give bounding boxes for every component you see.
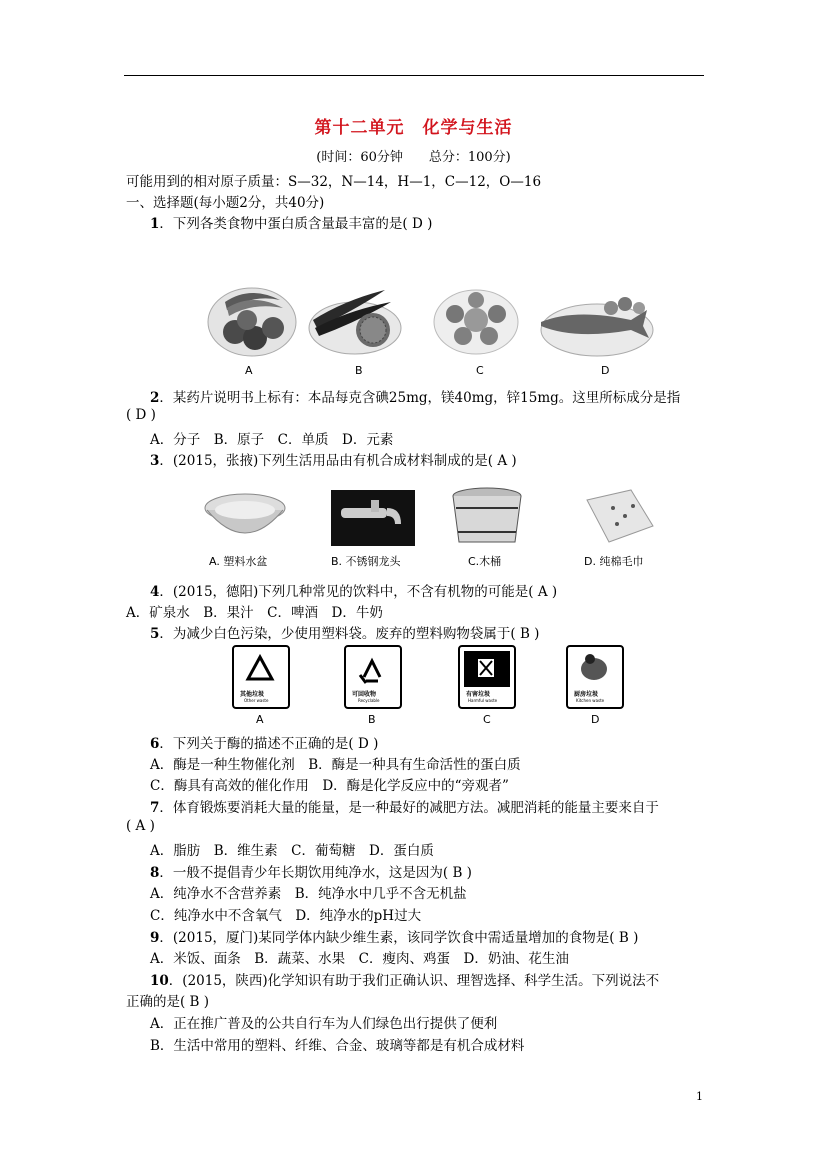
bin-b-letter: B <box>368 713 376 726</box>
question-8-options-1: A．纯净水不含营养素 B．纯净水中几乎不含无机盐 <box>150 886 467 902</box>
bin-d-en: Kitchen waste <box>576 698 605 703</box>
q1-label-d: D <box>601 364 610 377</box>
bin-b-en: Recyclable <box>358 698 380 703</box>
question-6: 6．下列关于酶的描述不正确的是( D ) <box>150 736 379 752</box>
plastic-basin-image <box>205 494 285 533</box>
question-2: 2．某药片说明书上标有：本品每克含碘25mg，镁40mg，锌15mg。这里所标成分是指 <box>150 390 681 406</box>
q3-label-d: D. 纯棉毛巾 <box>584 555 644 568</box>
question-7-answer: ( A ) <box>126 818 155 834</box>
bin-b-label: 可回收物 <box>352 691 377 698</box>
question-8-options-2: C．纯净水中不含氧气 D．纯净水的pH过大 <box>150 908 422 924</box>
fruit-plate-image <box>208 288 296 356</box>
q1-label-c: C <box>476 364 484 377</box>
household-items-images <box>203 486 663 548</box>
bin-a-label: 其他垃圾 <box>240 691 265 698</box>
bin-a-en: Other waste <box>244 698 269 703</box>
question-10-continued: 正确的是( B ) <box>126 994 210 1010</box>
question-text: ．下列各类食物中蛋白质含量最丰富的是( D ) <box>159 216 433 232</box>
question-4-options: A．矿泉水 B．果汁 C．啤酒 D．牛奶 <box>126 605 383 621</box>
question-3: 3．(2015，张掖)下列生活用品由有机合成材料制成的是( A ) <box>150 453 517 469</box>
bin-c-label: 有害垃圾 <box>466 691 491 698</box>
bin-c-letter: C <box>483 713 491 726</box>
question-6-options-1: A．酶是一种生物催化剂 B．酶是一种具有生命活性的蛋白质 <box>150 757 521 773</box>
bin-d-label: 厨房垃圾 <box>574 691 599 698</box>
waste-bin-icons <box>232 645 632 709</box>
question-6-options-2: C．酶具有高效的催化作用 D．酶是化学反应中的“旁观者” <box>150 778 509 794</box>
section-heading: 一、选择题(每小题2分，共40分) <box>126 195 325 211</box>
wooden-bucket-image <box>453 488 521 542</box>
cotton-towel-image <box>587 490 653 542</box>
page-title: 第十二单元 化学与生活 <box>314 118 513 138</box>
q1-label-b: B <box>355 364 363 377</box>
question-4: 4．(2015，德阳)下列几种常见的饮料中，不含有机物的可能是( A ) <box>150 584 558 600</box>
question-10-option-a: A．正在推广普及的公共自行车为人们绿色出行提供了便利 <box>150 1016 498 1032</box>
q3-label-b: B. 不锈钢龙头 <box>331 555 401 568</box>
steel-faucet-image <box>331 490 415 546</box>
fish-plate-image <box>541 297 653 356</box>
exam-info: (时间：60分钟 总分：100分) <box>316 150 511 165</box>
bin-c-en: Harmful waste <box>468 698 498 703</box>
question-2-answer: ( D ) <box>126 407 156 423</box>
page-number: 1 <box>696 1090 703 1103</box>
atomic-masses: 可能用到的相对原子质量：S—32，N—14，H—1，C—12，O—16 <box>126 174 542 190</box>
question-7: 7．体育锻炼要消耗大量的能量，是一种最好的减肥方法。减肥消耗的能量主要来自于 <box>150 800 659 816</box>
bread-plate-image <box>434 290 518 354</box>
header-rule <box>124 75 704 76</box>
q1-label-a: A <box>245 364 253 377</box>
question-2-options: A．分子 B．原子 C．单质 D．元素 <box>150 432 394 448</box>
question-10: 10．(2015，陕西)化学知识有助于我们正确认识、理智选择、科学生活。下列说法不 <box>150 973 660 989</box>
q3-label-c: C.木桶 <box>468 555 502 568</box>
question-1 <box>150 212 432 232</box>
question-9: 9．(2015，厦门)某同学体内缺少维生素，该同学饮食中需适量增加的食物是( B ) <box>150 930 639 946</box>
bin-a-letter: A <box>256 713 264 726</box>
question-7-options: A．脂肪 B．维生素 C．葡萄糖 D．蛋白质 <box>150 843 434 859</box>
bin-d-letter: D <box>591 713 600 726</box>
question-10-option-b: B．生活中常用的塑料、纤维、合金、玻璃等都是有机合成材料 <box>150 1038 525 1054</box>
vegetable-plate-image <box>309 290 401 354</box>
question-number: 1 <box>150 216 160 232</box>
question-8: 8．一般不提倡青少年长期饮用纯净水，这是因为( B ) <box>150 865 472 881</box>
question-5: 5．为减少白色污染，少使用塑料袋。废弃的塑料购物袋属于( B ) <box>150 626 540 642</box>
q3-label-a: A. 塑料水盆 <box>209 555 268 568</box>
question-9-options: A．米饭、面条 B．蔬菜、水果 C．瘦肉、鸡蛋 D．奶油、花生油 <box>150 951 569 967</box>
food-images <box>205 280 655 362</box>
